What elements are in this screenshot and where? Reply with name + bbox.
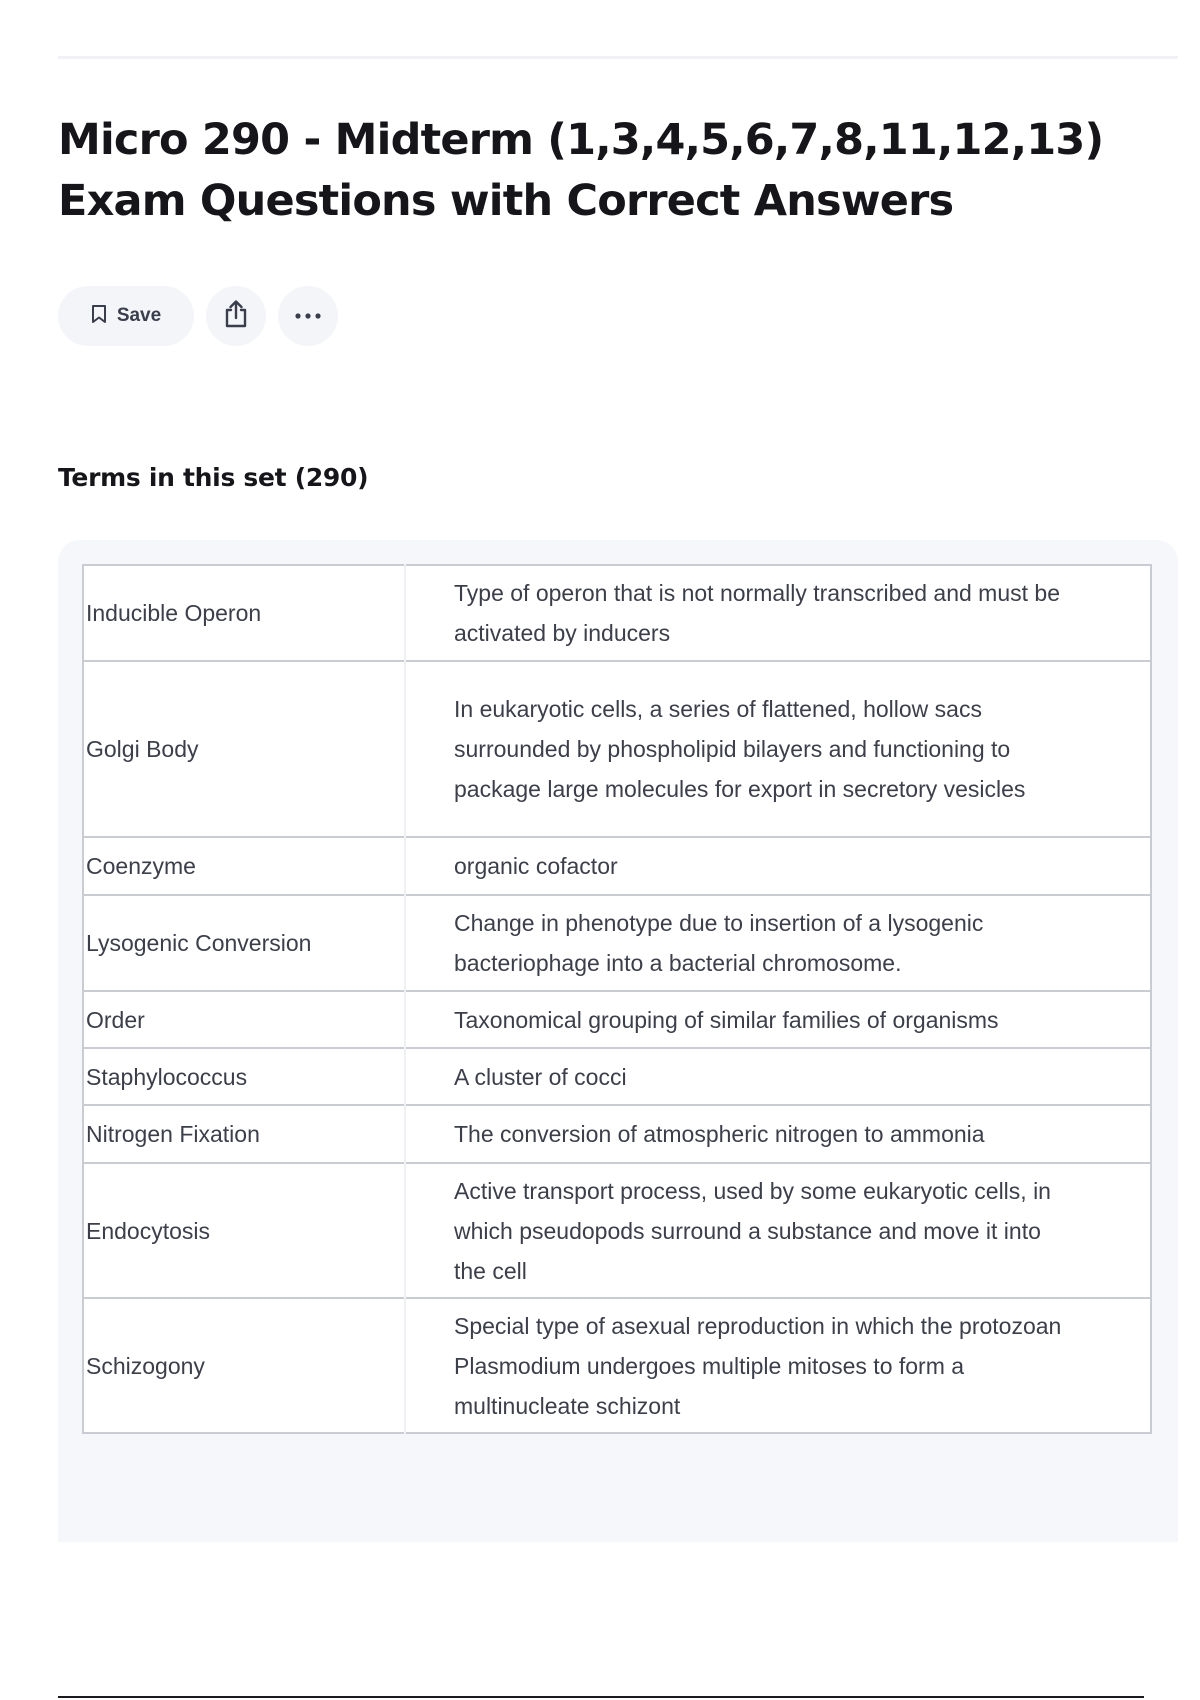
table-row xyxy=(83,1298,1151,1433)
term-cell: Schizogony xyxy=(83,1298,405,1433)
top-divider xyxy=(58,56,1178,59)
action-toolbar xyxy=(58,286,338,346)
table-row xyxy=(83,1105,1151,1163)
bottom-divider xyxy=(58,1696,1144,1698)
term-cell: Order xyxy=(83,991,405,1048)
table-row xyxy=(83,661,1151,837)
term-cell: Coenzyme xyxy=(83,837,405,895)
definition-cell: organic cofactor xyxy=(405,837,1151,895)
term-cell: Endocytosis xyxy=(83,1163,405,1298)
term-cell: Staphylococcus xyxy=(83,1048,405,1105)
more-horizontal-icon xyxy=(294,307,322,325)
table-row xyxy=(83,837,1151,895)
more-options-button[interactable] xyxy=(278,286,338,346)
definition-cell: Special type of asexual reproduction in which the protozoan Plasmodium undergoes multiple mitoses to form a multinucleate schizont xyxy=(405,1298,1151,1433)
definition-cell: Active transport process, used by some eukaryotic cells, in which pseudopods surround a substance and move it into the cell xyxy=(405,1163,1151,1298)
share-button[interactable] xyxy=(206,286,266,346)
definition-cell: Type of operon that is not normally transcribed and must be activated by inducers xyxy=(405,565,1151,661)
page-title: Micro 290 - Midterm (1,3,4,5,6,7,8,11,12,13) Exam Questions with Correct Answers xyxy=(58,115,1104,226)
definition-cell: Change in phenotype due to insertion of a lysogenic bacteriophage into a bacterial chromosome. xyxy=(405,895,1151,991)
term-cell: Nitrogen Fixation xyxy=(83,1105,405,1163)
terms-table xyxy=(82,564,1152,1434)
definition-cell: The conversion of atmospheric nitrogen to ammonia xyxy=(405,1105,1151,1163)
table-row xyxy=(83,895,1151,991)
table-row xyxy=(83,991,1151,1048)
definition-cell: Taxonomical grouping of similar families of organisms xyxy=(405,991,1151,1048)
table-row xyxy=(83,565,1151,661)
terms-heading: Terms in this set (290) xyxy=(58,463,369,492)
save-label: Save xyxy=(116,305,162,326)
term-cell: Inducible Operon xyxy=(83,565,405,661)
definition-cell: In eukaryotic cells, a series of flattened, hollow sacs surrounded by phospholipid bilayers and functioning to package large molecules for export in secretory vesicles xyxy=(405,661,1151,837)
table-row xyxy=(83,1048,1151,1105)
share-icon xyxy=(222,299,250,334)
save-button[interactable] xyxy=(58,286,194,346)
bookmark-icon xyxy=(91,304,107,329)
table-row xyxy=(83,1163,1151,1298)
definition-cell: A cluster of cocci xyxy=(405,1048,1151,1105)
term-cell: Lysogenic Conversion xyxy=(83,895,405,991)
term-cell: Golgi Body xyxy=(83,661,405,837)
